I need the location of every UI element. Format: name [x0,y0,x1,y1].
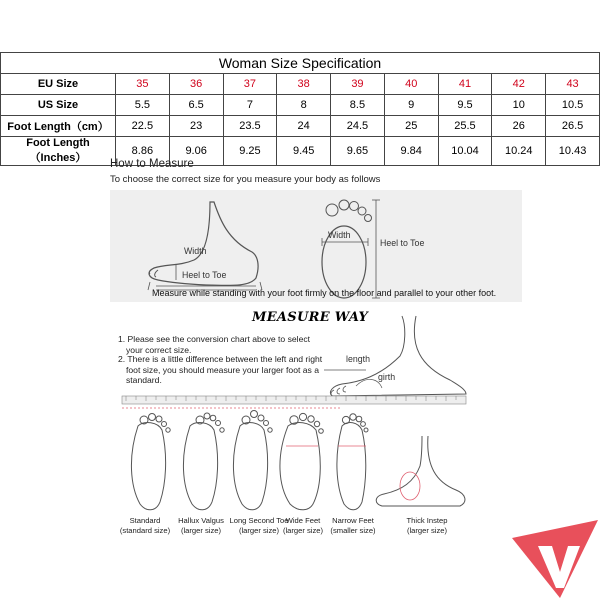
table-cell: 24.5 [331,116,385,137]
table-cell: 10.04 [438,137,492,166]
table-cell: 26.5 [546,116,600,137]
foot-type-narrow-feet: Narrow Feet (smaller size) [330,516,376,535]
table-cell: 23.5 [223,116,277,137]
table-cell: 5.5 [116,95,170,116]
how-to-measure-panel [110,190,522,302]
side-heel-to-toe-label: Heel to Toe [182,270,227,280]
measure-guide [110,158,522,538]
table-cell: 24 [277,116,331,137]
table-cell: 10.43 [546,137,600,166]
table-cell: 10.5 [546,95,600,116]
table-cell: 39 [331,74,385,95]
table-cell: 9.06 [169,137,223,166]
table-cell: 36 [169,74,223,95]
table-cell: 9.5 [438,95,492,116]
table-cell: 40 [384,74,438,95]
row-label: EU Size [1,74,116,95]
row-label: Foot Length（cm） [1,116,116,137]
table-cell: 9.84 [384,137,438,166]
top-heel-to-toe-label: Heel to Toe [380,238,425,248]
foot-type-wide-feet: Wide Feet (larger size) [282,516,324,535]
table-cell: 38 [277,74,331,95]
table-cell: 41 [438,74,492,95]
table-cell: 22.5 [116,116,170,137]
measuring-foot-icon [110,306,522,546]
table-cell: 35 [116,74,170,95]
table-cell: 8.5 [331,95,385,116]
length-label: length [346,354,370,364]
table-cell: 9 [384,95,438,116]
v-triangle-logo-icon [508,516,598,600]
how-to-measure-title: How to Measure [110,158,194,170]
size-table [0,52,600,166]
table-cell: 8.86 [116,137,170,166]
table-cell: 9.45 [277,137,331,166]
table-title-row [1,53,600,74]
table-cell: 25 [384,116,438,137]
side-width-label: Width [184,246,207,256]
foot-type-standard: Standard (standard size) [119,516,171,535]
row-label: US Size [1,95,116,116]
measure-note-1: 1. Please see the conversion chart above to select your correct size. [118,334,311,355]
table-cell: 7 [223,95,277,116]
table-row-eu [1,74,600,95]
foot-type-thick-instep: Thick Instep (larger size) [406,516,448,535]
table-cell: 23 [169,116,223,137]
measure-way-title: MEASURE WAY [252,310,369,325]
table-cell: 43 [546,74,600,95]
measure-note-2: 2. There is a little difference between the left and right foot size, you should measure your larger foot as a standard. [118,354,323,385]
table-cell: 25.5 [438,116,492,137]
table-cell: 9.65 [331,137,385,166]
side-foot-icon [110,190,522,302]
table-cell: 37 [223,74,277,95]
table-cell: 9.25 [223,137,277,166]
table-cell: 10 [492,95,546,116]
row-label: Foot Length（Inches） [1,137,116,166]
table-cell: 26 [492,116,546,137]
table-row-us [1,95,600,116]
girth-label: girth [378,372,396,382]
table-title: Woman Size Specification [1,53,600,74]
how-to-measure-subtitle: To choose the correct size for you measure your body as follows [110,174,381,185]
foot-type-hallux-valgus: Hallux Valgus (larger size) [178,516,224,535]
table-cell: 42 [492,74,546,95]
table-cell: 10.24 [492,137,546,166]
table-cell: 6.5 [169,95,223,116]
measure-caption: Measure while standing with your foot firmly on the floor and parallel to your other foot. [152,288,497,298]
table-row-foot-cm [1,116,600,137]
table-cell: 8 [277,95,331,116]
top-width-label: Width [328,230,351,240]
foot-type-long-second-toe: Long Second Toe (larger size) [229,516,289,535]
footprints [131,411,465,510]
